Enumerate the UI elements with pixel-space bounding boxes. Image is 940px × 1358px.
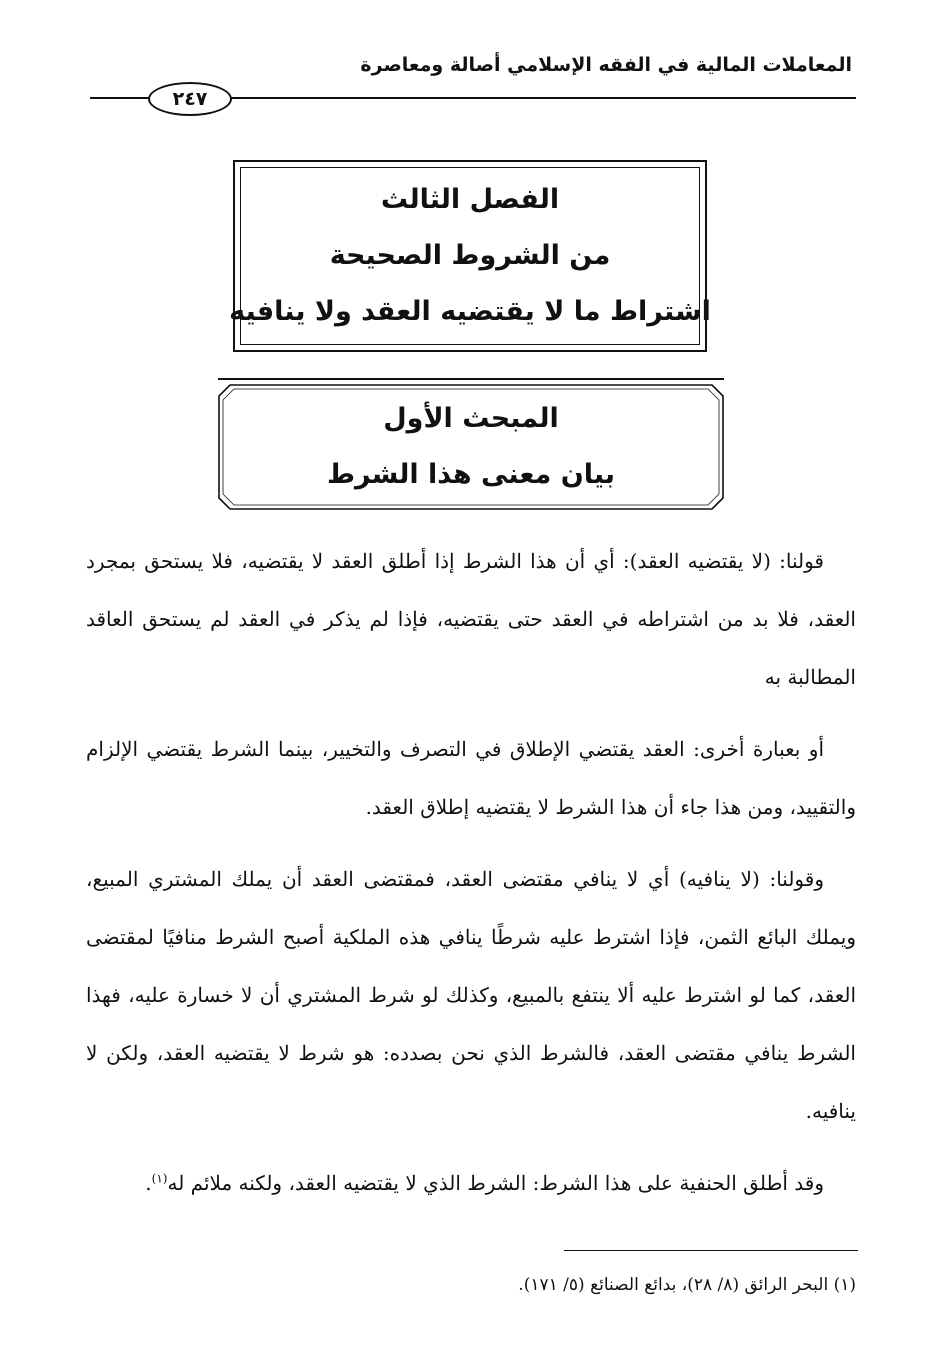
paragraph-4-text: وقد أطلق الحنفية على هذا الشرط: الشرط الذي لا يقتضيه العقد، ولكنه ملائم له (167, 1171, 824, 1195)
footnote-1: (١) البحر الرائق (٨/ ٢٨)، بدائع الصنائع (٥/ ١٧١). (518, 1275, 856, 1295)
paragraph-3: وقولنا: (لا ينافيه) أي لا ينافي مقتضى العقد، فمقتضى العقد أن يملك المشتري المبيع، ويملك البائع الثمن، فإذا اشترط عليه شرطًا ينافي هذه الملكية أصبح الشرط منافيًا لمقتضى العقد، كما لو اشترط عليه ألا ينتفع بالمبيع، وكذلك لو شرط المشتري أن لا خسارة عليه، فهذا الشرط ينافي مقتضى العقد، فالشرط الذي نحن بصدده: هو شرط لا يقتضيه العقد، ولكن لا ينافيه. (86, 867, 856, 1123)
chapter-heading-inner-frame (229, 167, 711, 345)
section-top-rule (218, 378, 724, 380)
chapter-subtitle: من الشروط الصحيحة (329, 240, 611, 271)
footnote-separator (564, 1250, 858, 1251)
section-title: المبحث الأول (383, 403, 559, 434)
footnote-reference-1[interactable]: (١) (151, 1171, 168, 1186)
body-text (86, 532, 856, 1212)
page-number: ٢٤٧ (148, 82, 232, 116)
running-title: المعاملات المالية في الفقه الإسلامي أصالة ومعاصرة (360, 54, 852, 76)
paragraph-2: أو بعبارة أخرى: العقد يقتضي الإطلاق في التصرف والتخيير، بينما الشرط يقتضي الإلزام والتقييد، ومن هذا جاء أن هذا الشرط لا يقتضيه إطلاق العقد. (86, 737, 856, 819)
section-subtitle: بيان معنى هذا الشرط (326, 459, 616, 490)
section-heading-box (218, 378, 724, 512)
running-header (90, 48, 852, 88)
paragraph-4 (86, 1154, 856, 1212)
chapter-title: الفصل الثالث (380, 184, 560, 215)
paragraph-4-end: . (145, 1171, 152, 1195)
paragraph-1: قولنا: (لا يقتضيه العقد): أي أن هذا الشرط إذا أطلق العقد لا يقتضيه، فلا يستحق بمجرد العقد، فلا بد من اشتراطه في العقد حتى يقتضيه، فإذا لم يذكر في العقد لم يستحق العاقد المطالبة به (86, 549, 856, 689)
section-heading-text (218, 384, 724, 510)
chapter-heading-box (229, 160, 711, 352)
chapter-topic: اشتراط ما لا يقتضيه العقد ولا ينافيه (229, 296, 711, 327)
